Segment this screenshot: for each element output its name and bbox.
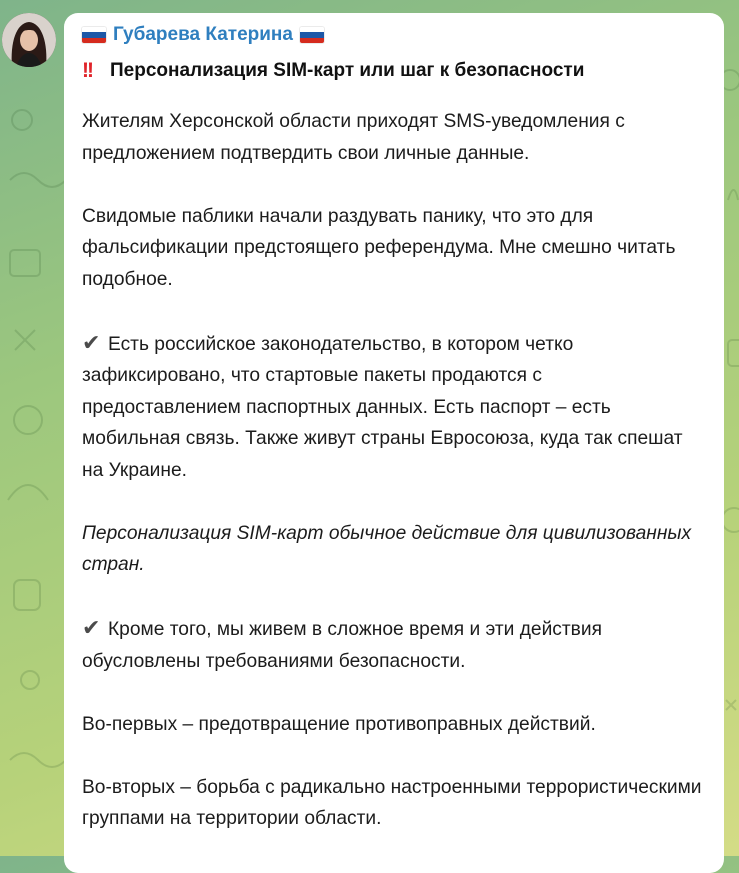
headline-text: Персонализация SIM-карт или шаг к безопасности xyxy=(110,60,585,81)
sender-avatar[interactable] xyxy=(2,13,56,67)
paragraph-text: Кроме того, мы живем в сложное время и эти действия обусловлены требованиями безопасности. xyxy=(82,619,602,672)
check-mark-icon: ✔ xyxy=(82,615,101,640)
russia-flag-icon xyxy=(300,27,324,43)
sender-name[interactable]: Губарева Катерина xyxy=(113,24,293,45)
paragraph-text: Во-вторых – борьба с радикально настроенными террористическими группами на территории области. xyxy=(82,776,702,829)
check-mark-icon: ✔ xyxy=(82,329,101,355)
paragraph-2 xyxy=(82,201,706,296)
paragraph-text: Жителям Херсонской области приходят SMS-уведомления с предложением подтвердить свои личные данные. xyxy=(82,111,625,164)
double-exclamation-icon: !! xyxy=(82,59,92,82)
paragraph-3 xyxy=(82,327,706,487)
sender-header[interactable] xyxy=(82,22,706,48)
russia-flag-icon xyxy=(82,27,106,43)
post-headline xyxy=(82,58,706,84)
message-bubble xyxy=(64,13,724,873)
avatar-photo xyxy=(2,13,56,67)
paragraph-text: Свидомые паблики начали раздувать панику, что это для фальсификации предстоящего референдума. Мне смешно читать подобное. xyxy=(82,205,676,290)
paragraph-7 xyxy=(82,772,706,835)
paragraph-text: Во-первых – предотвращение противоправных действий. xyxy=(82,713,596,735)
paragraph-1 xyxy=(82,106,706,169)
paragraph-6 xyxy=(82,709,706,741)
paragraph-5 xyxy=(82,612,706,677)
post-body xyxy=(82,106,706,835)
paragraph-4-italic xyxy=(82,518,706,581)
paragraph-text: Есть российское законодательство, в котором четко зафиксировано, что стартовые пакеты продаются с предоставлением паспортных данных. Есть паспорт – есть мобильная связь. Также живут страны Евросоюза, куда так спешат на Украине. xyxy=(82,333,683,481)
paragraph-text: Персонализация SIM-карт обычное действие для цивилизованных стран. xyxy=(82,522,692,575)
